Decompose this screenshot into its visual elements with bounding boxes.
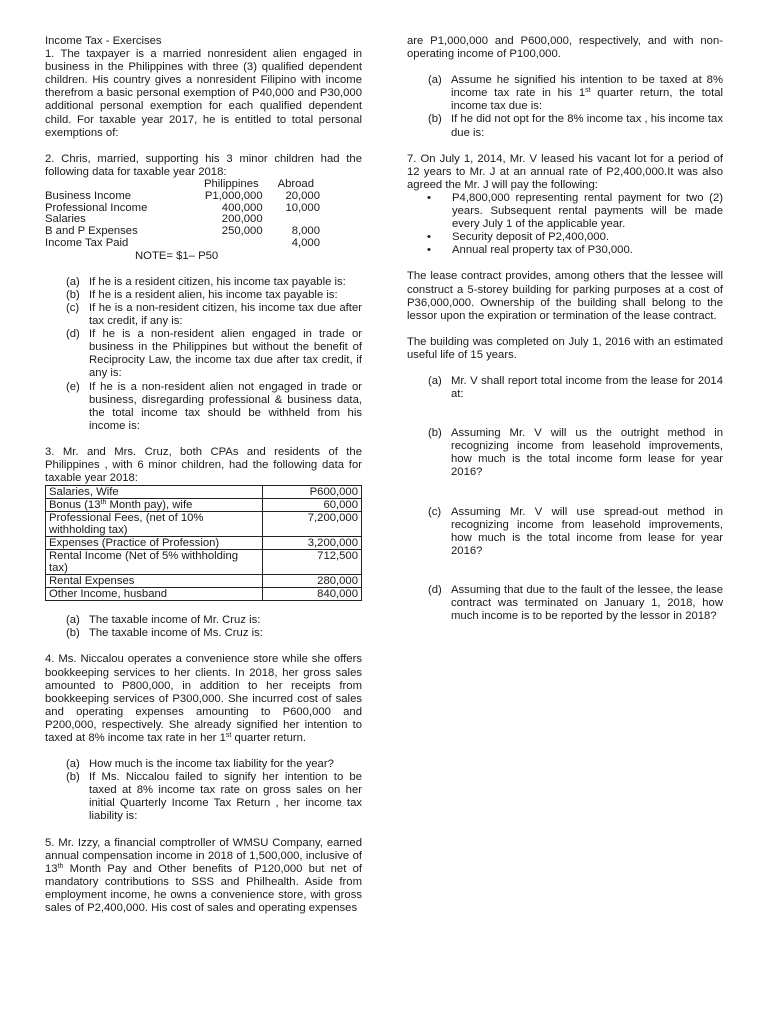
question-7-lease-provision: The lease contract provides, among others that the lessee will construct a 5-storey building for parking purposes at a cost of P36,000,000. Ownership of the building shall belong to the lessor upon the expiration or termination of the lease contract. [407, 270, 723, 322]
table-cell: Expenses (Practice of Profession) [46, 537, 263, 550]
item-label: (e) [66, 380, 80, 393]
table-row [45, 191, 320, 203]
list-item [66, 328, 362, 380]
item-label: (a) [66, 614, 80, 627]
table-cell: 280,000 [263, 575, 362, 588]
bullet-text: Security deposit of P2,400,000. [452, 231, 610, 244]
item-text: The taxable income of Mr. Cruz is: [89, 614, 261, 627]
table-cell: 7,200,000 [263, 512, 362, 537]
bullet-item [407, 244, 723, 257]
list-item [66, 289, 362, 302]
question-1: 1. The taxpayer is a married nonresident alien engaged in business in the Philippines with three (3) qualified dependent children. His country gives a nonresident Filipino with income therefrom a basic personal exemption of P40,000 and P30,000 additional personal exemption for each qualified dependent child. For taxable year 2017, he is entitled to total personal exemptions of: [45, 48, 362, 139]
header-cell [45, 179, 183, 191]
item-text: If he is a resident alien, his income tax payable is: [89, 288, 338, 301]
question-2-items [45, 276, 362, 433]
table-row [46, 486, 362, 499]
table-row [46, 512, 362, 537]
item-text: If he did not opt for the 8% income tax , his income tax due is: [451, 113, 723, 139]
question-5-intro: 5. Mr. Izzy, a financial comptroller of WMSU Company, earned annual compensation income in 2018 of 1,500,000, inclusive of 13th Month Pay and Other benefits of P120,000 but net of mandatory contributions to SSS and Philhealth. Aside from employment income, he owns a convenience store, with gross sales of P2,400,000. His cost of sales and operating expenses [45, 836, 362, 914]
table-cell: 8,000 [291, 225, 320, 238]
item-text: If he is a resident citizen, his income tax payable is: [89, 275, 346, 288]
table-cell: Salaries, Wife [46, 486, 263, 499]
item-text: Assuming that due to the fault of the lessee, the lease contract was terminated on January 1, 2018, how much income is to be reported by the lessor in 2018? [451, 583, 723, 623]
table-row [46, 499, 362, 512]
header-cell: Philippines [203, 177, 259, 190]
question-7-intro: 7. On July 1, 2014, Mr. V leased his vacant lot for a period of 12 years to Mr. J at an annual rate of P2,400,000.It was also agreed the Mr. J will pay the following: [407, 152, 723, 191]
list-item [66, 276, 362, 289]
right-column [407, 35, 723, 623]
item-label: (c) [66, 302, 80, 314]
item-text: If he is a non-resident alien engaged in trade or business in the Philippines but without the benefit of Reciprocity Law, the income tax due after tax credit, if any is: [89, 328, 362, 380]
bullet-icon: • [427, 231, 431, 244]
item-label: (a) [428, 374, 442, 387]
item-text: If he is a non-resident citizen, his income tax due after tax credit, if any is: [89, 302, 362, 328]
item-label: (b) [66, 771, 80, 784]
bullet-icon: • [427, 244, 431, 257]
item-label: (b) [66, 627, 80, 640]
table-cell: Salaries [45, 213, 86, 226]
table-header-row [45, 179, 320, 191]
table-cell: Other Income, husband [46, 588, 263, 601]
item-label: (a) [66, 758, 80, 771]
list-item [428, 74, 723, 113]
table-cell: Professional Fees, (net of 10% withholding tax) [46, 512, 263, 537]
list-item [428, 113, 723, 139]
table-row [46, 537, 362, 550]
table-cell: P1,000,000 [204, 189, 263, 202]
table-cell: 400,000 [221, 201, 263, 214]
bullet-text: P4,800,000 representing rental payment for two (2) years. Subsequent rental payments will be made every July 1 of the applicable year. [452, 191, 723, 231]
item-label: (c) [428, 505, 442, 518]
item-text: If he is a non-resident alien not engaged in trade or business, disregarding professional & business data, the total income tax should be withheld from his income is: [89, 380, 362, 432]
question-3-data-table [45, 485, 362, 601]
item-label: (b) [428, 113, 442, 126]
item-text: Mr. V shall report total income from the lease for 2014 at: [451, 374, 723, 401]
bullet-text: Annual real property tax of P30,000. [452, 244, 633, 257]
item-label: (d) [66, 328, 80, 341]
item-label: (b) [428, 427, 442, 440]
question-2-data-table [45, 179, 320, 250]
table-cell: P600,000 [263, 486, 362, 499]
list-item [66, 771, 362, 823]
header-cell: Abroad [277, 177, 314, 190]
left-column [45, 35, 362, 915]
bullet-item [407, 231, 723, 244]
bullet-item [407, 192, 723, 231]
item-label: (a) [428, 74, 442, 87]
list-item [66, 302, 362, 328]
list-item [66, 381, 362, 433]
question-3-intro: 3. Mr. and Mrs. Cruz, both CPAs and residents of the Philippines , with 6 minor children, had the following data for taxable year 2018: [45, 445, 362, 485]
table-cell: Rental Income (Net of 5% withholding tax) [46, 550, 263, 575]
table-cell: 200,000 [221, 213, 263, 226]
table-cell: 840,000 [263, 588, 362, 601]
table-row [46, 575, 362, 588]
table-cell: Professional Income [45, 201, 148, 214]
item-label: (a) [66, 275, 80, 288]
item-text: Assume he signified his intention to be taxed at 8% income tax rate in his 1st quarter return, the total income tax due is: [451, 74, 723, 113]
table-cell: Business Income [45, 189, 132, 202]
question-5-items [407, 74, 723, 139]
item-label: (b) [66, 288, 80, 301]
table-cell: Bonus (13th Month pay), wife [46, 499, 263, 512]
question-7-building-completion: The building was completed on July 1, 2016 with an estimated useful life of 15 years. [407, 335, 723, 361]
page-title: Income Tax - Exercises [45, 35, 162, 47]
table-cell: Rental Expenses [46, 575, 263, 588]
table-cell: Income Tax Paid [45, 236, 129, 249]
table-cell: 10,000 [285, 201, 320, 214]
table-cell: 3,200,000 [263, 537, 362, 550]
question-4-items [45, 758, 362, 823]
table-cell [183, 238, 262, 250]
list-item [66, 758, 362, 771]
item-text: Assuming Mr. V will us the outright method in recognizing income from leasehold improvements, how much is the total income form lease for year 2016? [451, 427, 723, 479]
list-item [428, 427, 723, 479]
table-cell: 250,000 [221, 225, 263, 238]
list-item [428, 375, 723, 401]
question-4-intro: 4. Ms. Niccalou operates a convenience store while she offers bookkeeping services to her clients. In 2018, her gross sales amounted to P800,000, in addition to her receipts from bookkeeping services of P300,000. She incurred cost of sales and operating expenses amounting to P600,000 and P200,000, respectively. She already signified her intention to taxed at 8% income tax rate in her 1st quarter return. [45, 653, 362, 744]
question-7-items [407, 375, 723, 623]
table-cell: 4,000 [291, 236, 320, 249]
currency-note: NOTE= $1– P50 [135, 249, 219, 262]
list-item [428, 506, 723, 558]
question-2-intro: 2. Chris, married, supporting his 3 minor children had the following data for taxable year 2018: [45, 152, 362, 178]
table-cell: 712,500 [263, 550, 362, 575]
question-3-items [45, 614, 362, 640]
list-item [66, 614, 362, 627]
item-label: (d) [428, 583, 442, 596]
item-text: How much is the income tax liability for the year? [89, 758, 334, 771]
item-text: If Ms. Niccalou failed to signify her intention to be taxed at 8% income tax rate on gross sales on her initial Quarterly Income Tax Return , her income tax liability is: [89, 771, 362, 823]
table-row [46, 550, 362, 575]
table-row [45, 238, 320, 250]
bullet-icon: • [427, 191, 431, 204]
question-5-continued: are P1,000,000 and P600,000, respectively, and with non-operating income of P100,000. [407, 35, 723, 61]
list-item [66, 627, 362, 640]
table-row [46, 588, 362, 601]
table-cell: 20,000 [285, 189, 320, 202]
item-text: Assuming Mr. V will use spread-out method in recognizing income from leasehold improvements, how much is the total income from lease for year 2016? [451, 505, 723, 557]
table-cell: B and P Expenses [45, 225, 138, 238]
table-cell: 60,000 [263, 499, 362, 512]
item-text: The taxable income of Ms. Cruz is: [89, 627, 263, 640]
table-row [45, 203, 320, 215]
question-7-bullets [407, 192, 723, 257]
list-item [428, 584, 723, 623]
